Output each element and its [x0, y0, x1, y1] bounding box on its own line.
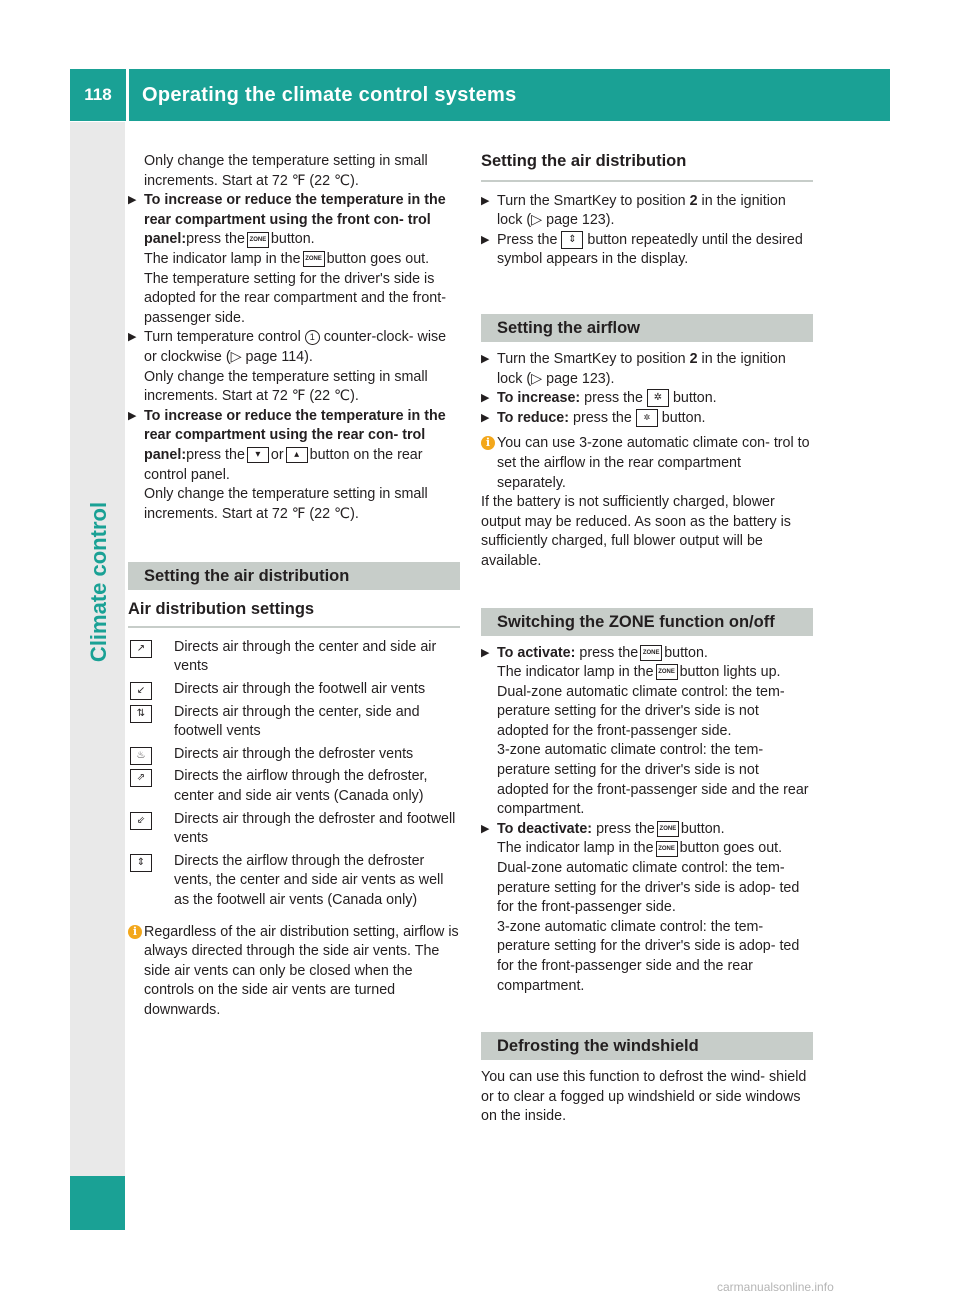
paragraph: Dual-zone automatic climate control: the tem- perature setting for the driver's side is not adopted for the front-passenger side. — [497, 683, 785, 739]
table-row: ↗ Directs air through the center and side air vents — [128, 638, 460, 677]
paragraph: Only change the temperature setting in small increments. Start at 72 ℉ (22 ℃). — [144, 486, 428, 522]
paragraph: If the battery is not sufficiently charged, blower output may be reduced. As soon as the battery is sufficiently charged, full blower output will be available. — [481, 494, 791, 569]
step-reduce: ▶ To reduce: press the ✲ button. — [481, 409, 813, 429]
step-text: button. — [270, 231, 315, 248]
step-arrow-icon: ▶ — [481, 392, 490, 405]
paragraph: The indicator lamp in the ZONE button goes out. — [144, 250, 430, 267]
info-icon: i — [481, 436, 495, 450]
step-heading: To increase or reduce the temperature in the rear compartment using the front con- trol panel: — [144, 192, 446, 248]
step-arrow-icon: ▶ — [128, 409, 137, 422]
defroster-vents-icon: ♨ — [130, 747, 152, 765]
table-row: ⇗ Directs the airflow through the defroster, center and side air vents (Canada only) — [128, 767, 460, 806]
info-note: i You can use 3-zone automatic climate con- trol to set the airflow in the rear compartment separately. — [481, 434, 813, 493]
zone-button-icon: ZONE — [640, 645, 662, 661]
step-turn-control: ▶ Turn temperature control 1 counter-clock- wise or clockwise (▷ page 114). Only change the temperature setting in small increments. Start at 72 ℉ (22 ℃). — [128, 328, 460, 406]
info-note: i Regardless of the air distribution setting, airflow is always directed through the side air vents. The side air vents can only be closed when the controls on the side air vents are turned downwards. — [128, 923, 460, 1021]
zone-button-icon: ZONE — [247, 232, 269, 248]
paragraph: Dual-zone automatic climate control: the tem- perature setting for the driver's side is adop- ted for the front-passenger side. — [497, 860, 800, 916]
chapter-tab — [70, 1176, 125, 1230]
step-press-button: ▶ Press the ⇕ button repeatedly until the desired symbol appears in the display. — [481, 231, 803, 268]
page-number: 118 — [84, 85, 112, 104]
section-heading: Setting the air distribution — [128, 562, 460, 590]
defroster-footwell-vents-icon: ⇙ — [130, 812, 152, 830]
table-row: ⇙ Directs air through the defroster and footwell vents — [128, 810, 460, 849]
page-title: Operating the climate control systems — [142, 84, 517, 106]
step-front-panel — [128, 191, 460, 328]
step-rear-panel: ▶ To increase or reduce the temperature in the rear compartment using the rear con- trol panel:press the ▾ or ▴ button on the rear control panel. Only change the temperature setting in small increments. Start at 72 ℉ (22 ℃). — [128, 407, 460, 525]
paragraph: Only change the temperature setting in small increments. Start at 72 ℉ (22 ℃). — [144, 153, 428, 189]
paragraph: 3-zone automatic climate control: the tem- perature setting for the driver's side is not adopted for the front-passenger side and the rear compartment. — [497, 742, 809, 818]
fan-increase-icon: ✲ — [647, 389, 669, 407]
center-vents-icon: ↗ — [130, 640, 152, 658]
step-activate: ▶ To activate: press the ZONE button. The indicator lamp in the ZONE button lights up. Dual-zone automatic climate control: the tem- perature setting for the driver's side is not adopted for the front-passenger side. 3-zone automatic climate control: the tem- perature setting for the driver's side is not adopted for the front-passenger side and the rear compartment. — [481, 644, 813, 820]
zone-button-icon: ZONE — [656, 841, 678, 857]
center-footwell-vents-icon: ⇅ — [130, 705, 152, 723]
left-column — [128, 152, 460, 1021]
step-arrow-icon: ▶ — [481, 194, 490, 207]
section-heading: Defrosting the windshield — [481, 1032, 813, 1060]
air-distribution-table — [128, 638, 460, 911]
step-arrow-icon: ▶ — [481, 646, 490, 659]
right-column — [481, 152, 813, 1127]
step-arrow-icon: ▶ — [481, 233, 490, 246]
defroster-center-vents-icon: ⇗ — [130, 769, 152, 787]
fan-reduce-icon: ✲ — [636, 409, 658, 427]
info-icon: i — [128, 925, 142, 939]
subsection-heading: Setting the air distribution — [481, 152, 813, 182]
footwell-vents-icon: ↙ — [130, 682, 152, 700]
step-arrow-icon: ▶ — [128, 331, 137, 344]
step-arrow-icon: ▶ — [481, 352, 490, 365]
down-button-icon: ▾ — [247, 447, 269, 463]
zone-button-icon: ZONE — [656, 664, 678, 680]
chapter-label: Climate control — [86, 501, 111, 663]
paragraph: The indicator lamp in the ZONE button goes out. — [497, 840, 783, 857]
table-row: ♨ Directs air through the defroster vents — [128, 745, 460, 765]
page-header — [70, 69, 890, 121]
step-arrow-icon: ▶ — [128, 194, 137, 207]
all-vents-icon: ⇕ — [130, 854, 152, 872]
paragraph: The temperature setting for the driver's side is adopted for the rear compartment and the front-passenger side. — [144, 270, 446, 326]
step-deactivate: ▶ To deactivate: press the ZONE button. The indicator lamp in the ZONE button goes out. Dual-zone automatic climate control: the tem- perature setting for the driver's side is adop- ted for the front-passenger side. 3-zone automatic climate control: the tem- perature setting for the driver's side is adop- ted for the front-passenger side and the rear compartment. — [481, 820, 813, 996]
zone-button-icon: ZONE — [303, 251, 325, 267]
step-text: press the — [186, 231, 245, 248]
step-arrow-icon: ▶ — [481, 411, 490, 424]
paragraph: You can use this function to defrost the wind- shield or to clear a fogged up windshield or side windows on the inside. — [481, 1069, 807, 1125]
paragraph: Only change the temperature setting in small increments. Start at 72 ℉ (22 ℃). — [144, 368, 428, 405]
table-row: ↙ Directs air through the footwell air vents — [128, 680, 460, 700]
section-heading: Switching the ZONE function on/off — [481, 608, 813, 636]
step-increase: ▶ To increase: press the ✲ button. — [481, 389, 813, 409]
step-smartkey: ▶ Turn the SmartKey to position 2 in the ignition lock (▷ page 123). — [481, 192, 786, 229]
zone-button-icon: ZONE — [657, 821, 679, 837]
paragraph: The indicator lamp in the ZONE button lights up. — [497, 664, 781, 681]
table-row: ⇅ Directs air through the center, side and footwell vents — [128, 703, 460, 742]
step-smartkey: ▶ Turn the SmartKey to position 2 in the ignition lock (▷ page 123). — [481, 350, 786, 387]
watermark: carmanualsonline.info — [717, 1280, 834, 1294]
up-button-icon: ▴ — [286, 447, 308, 463]
air-distribution-button-icon: ⇕ — [561, 231, 583, 249]
paragraph: 3-zone automatic climate control: the tem- perature setting for the driver's side is adop- ted for the front-passenger side and the rear compartment. — [497, 918, 800, 994]
chapter-sidebar — [70, 122, 125, 1230]
section-heading: Setting the airflow — [481, 314, 813, 342]
subsection-heading: Air distribution settings — [128, 600, 460, 628]
step-heading: To increase or reduce the temperature in the rear compartment using the rear con- trol panel: — [144, 407, 446, 463]
header-divider — [126, 69, 129, 121]
callout-number-icon: 1 — [305, 330, 320, 345]
table-row: ⇕ Directs the airflow through the defroster vents, the center and side air vents as well as the footwell air vents (Canada only) — [128, 852, 460, 911]
step-arrow-icon: ▶ — [481, 822, 490, 835]
